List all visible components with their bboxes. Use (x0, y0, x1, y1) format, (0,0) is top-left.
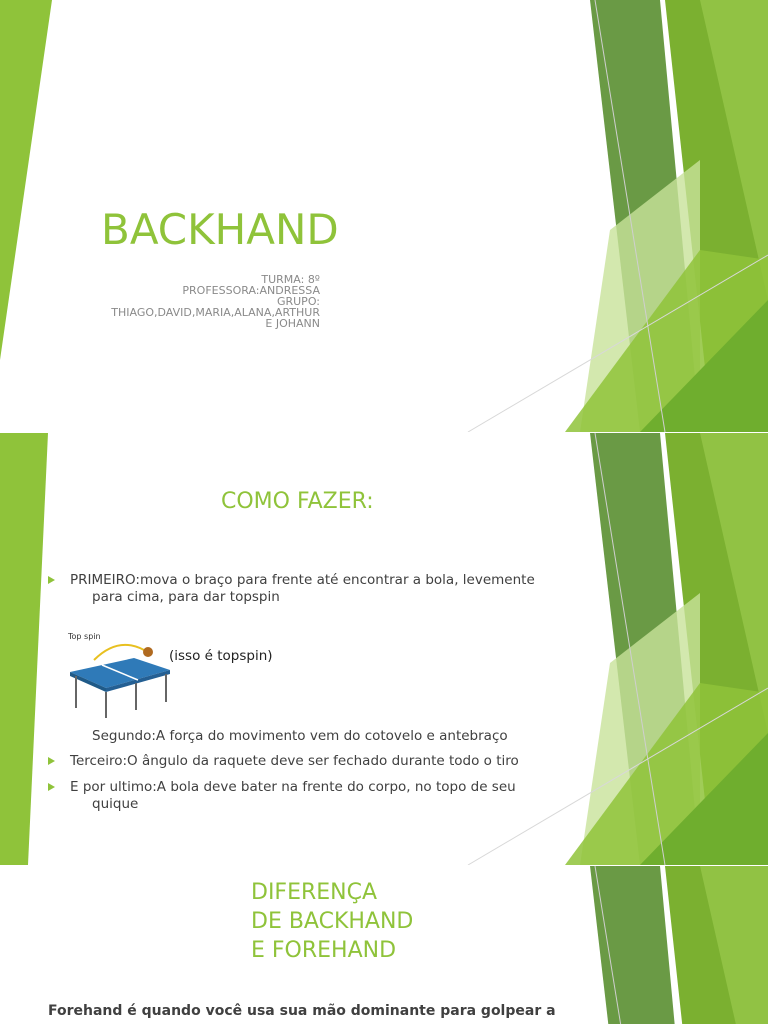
bullet-text: para cima, para dar topspin (92, 589, 280, 605)
bullet-text: E por ultimo:A bola deve bater na frente do corpo, no topo de seu (70, 779, 516, 795)
slide-heading (251, 878, 413, 965)
subtitle-line: TURMA: 8º (261, 273, 320, 286)
ping-pong-table-icon (66, 630, 174, 720)
slide-title-text: BACKHAND (101, 205, 339, 254)
heading-line: DIFERENÇA (251, 880, 378, 905)
subtitle-line: E JOHANN (265, 317, 320, 330)
bullet-arrow-icon (48, 576, 55, 584)
topspin-image (66, 630, 174, 720)
heading-line: E FOREHAND (251, 938, 397, 963)
bullet-item (48, 728, 588, 745)
body-text: Forehand é quando você usa sua mão dominante para golpear a (48, 1003, 556, 1019)
subtitle-line: GRUPO: (276, 295, 320, 308)
bullet-item (48, 572, 588, 606)
slide-title (0, 0, 768, 432)
slide-heading: COMO FAZER: (221, 489, 374, 514)
bullet-arrow-icon (48, 757, 55, 765)
subtitle-line: THIAGO,DAVID,MARIA,ALANA,ARTHUR (111, 306, 320, 319)
bullet-item (48, 779, 588, 813)
image-caption: (isso é topspin) (169, 648, 273, 664)
bullet-text: Segundo:A força do movimento vem do cotovelo e antebraço (92, 728, 508, 744)
bullet-item (48, 753, 588, 770)
heading-line: DE BACKHAND (251, 909, 414, 934)
bullet-text: PRIMEIRO:mova o braço para frente até encontrar a bola, levemente (70, 572, 535, 588)
bullet-text: Terceiro:O ângulo da raquete deve ser fechado durante todo o tiro (70, 753, 519, 769)
bullet-arrow-icon (48, 783, 55, 791)
bullet-text: quique (92, 796, 139, 812)
subtitle-line: PROFESSORA:ANDRESSA (182, 284, 320, 297)
slide-subtitle (70, 274, 320, 329)
image-label: Top spin (68, 632, 101, 641)
